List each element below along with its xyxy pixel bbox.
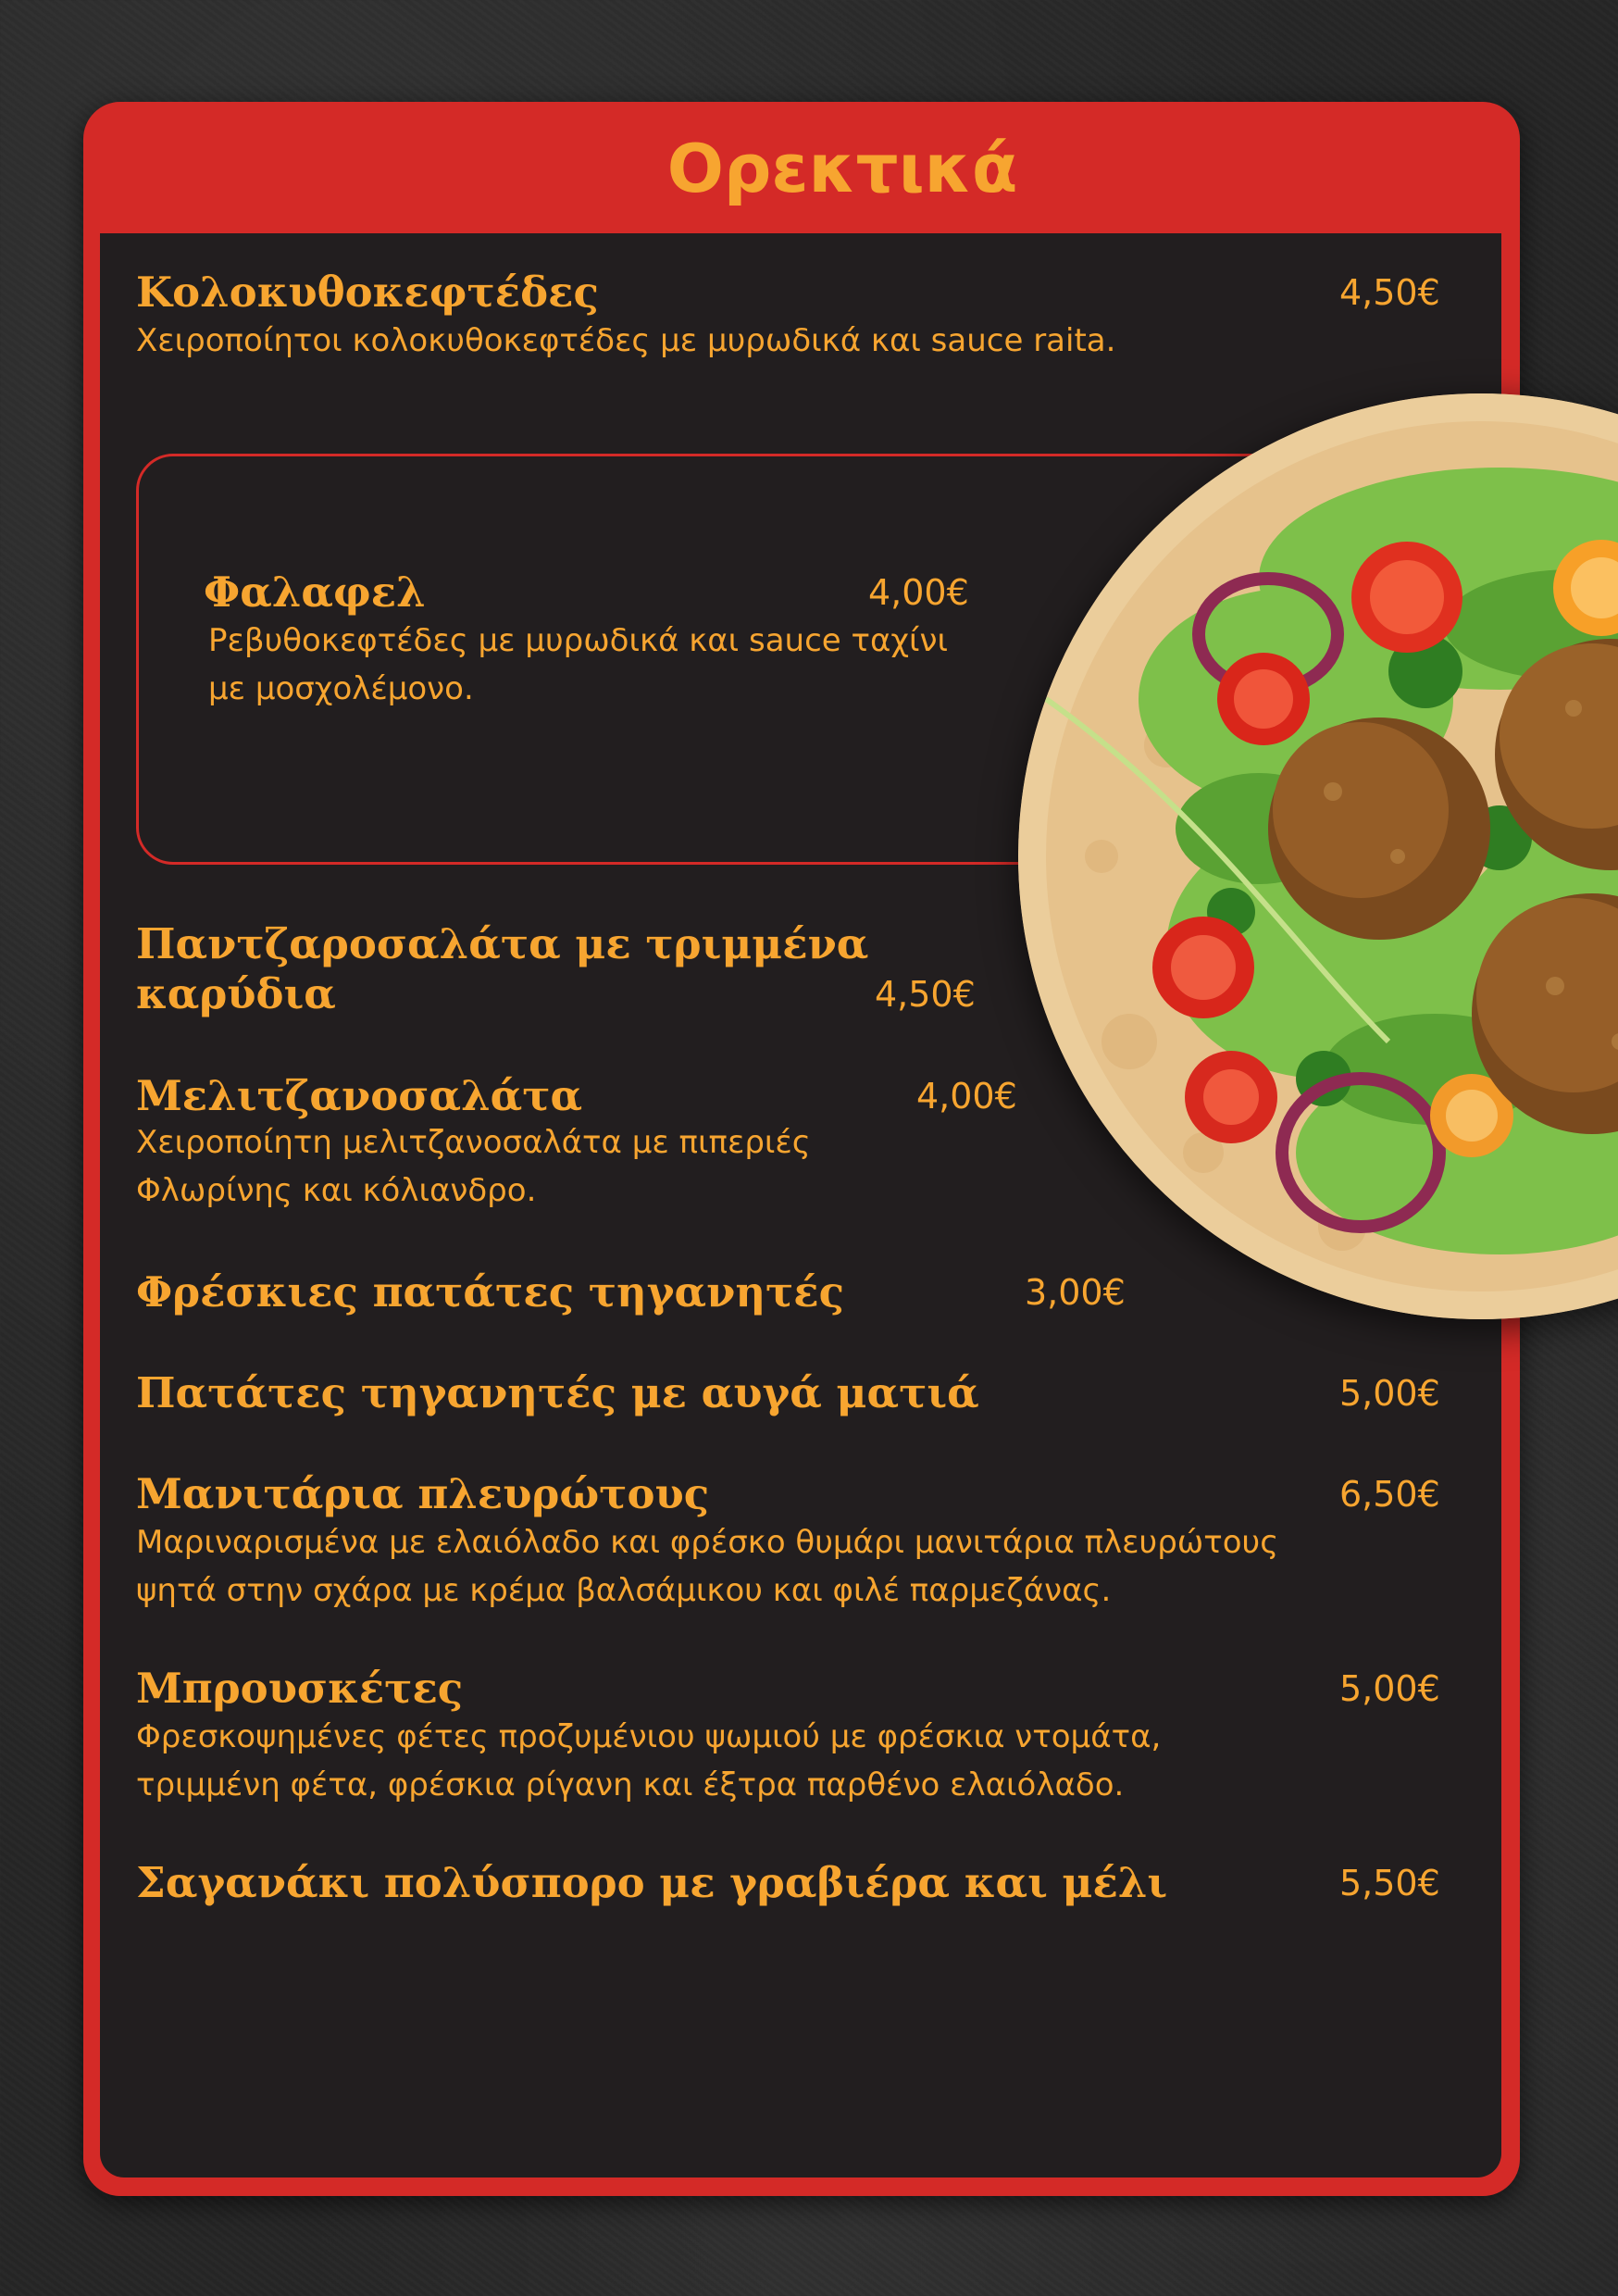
menu-item-description: Ρεβυθοκεφτέδες με μυρωδικά και sauce ταχίνι <box>208 622 949 659</box>
menu-item-name: Παντζαροσαλάτα με τριμμένα <box>136 919 869 968</box>
menu-item-name: Σαγανάκι πολύσπορο με γραβιέρα και μέλι <box>136 1858 1168 1907</box>
menu-item-name: Φρέσκιες πατάτες τηγανητές <box>136 1267 845 1316</box>
menu-item-name: Μπρουσκέτες <box>136 1664 464 1713</box>
menu-item-name: Πατάτες τηγανητές με αυγά ματιά <box>136 1368 979 1417</box>
menu-item-description: Χειροποίητοι κολοκυθοκεφτέδες με μυρωδικά και sauce raita. <box>136 322 1116 359</box>
menu-item-price: 4,00€ <box>868 572 969 613</box>
menu-item-price: 5,00€ <box>1339 1373 1440 1414</box>
menu-item-description: Φρεσκοψημένες φέτες προζυμένιου ψωμιού με φρέσκια ντομάτα, <box>136 1718 1162 1755</box>
menu-item-name: Μανιτάρια πλευρώτους <box>136 1469 710 1518</box>
menu-item-price: 4,50€ <box>875 974 976 1015</box>
menu-item-description: ψητά στην σχάρα με κρέμα βαλσάμικου και φιλέ παρμεζάνας. <box>136 1572 1112 1609</box>
menu-item-price: 5,50€ <box>1339 1863 1440 1903</box>
menu-item-price: 4,00€ <box>916 1076 1017 1117</box>
menu-item-name: Κολοκυθοκεφτέδες <box>136 268 599 317</box>
menu-item-price: 5,00€ <box>1339 1668 1440 1709</box>
menu-title: Ορεκτικά <box>666 130 1018 207</box>
menu-item-description: Χειροποίητη μελιτζανοσαλάτα με πιπεριές <box>136 1124 811 1161</box>
menu-item-description: Φλωρίνης και κόλιανδρο. <box>136 1172 537 1209</box>
menu-item-price: 3,00€ <box>1025 1272 1126 1313</box>
menu-item-price: 4,50€ <box>1339 272 1440 313</box>
menu-item-description: τριμμένη φέτα, φρέσκια ρίγανη και έξτρα παρθένο ελαιόλαδο. <box>136 1766 1125 1803</box>
menu-item-price: 6,50€ <box>1339 1474 1440 1515</box>
menu-item-description: με μοσχολέμονο. <box>208 670 474 707</box>
menu-item-description: Μαριναρισμένα με ελαιόλαδο και φρέσκο θυμάρι μανιτάρια πλευρώτους <box>136 1524 1279 1561</box>
menu-item-name: Μελιτζανοσαλάτα <box>136 1071 583 1120</box>
menu-item-name: καρύδια <box>136 969 336 1018</box>
menu-item-name: Φαλαφελ <box>204 568 426 617</box>
